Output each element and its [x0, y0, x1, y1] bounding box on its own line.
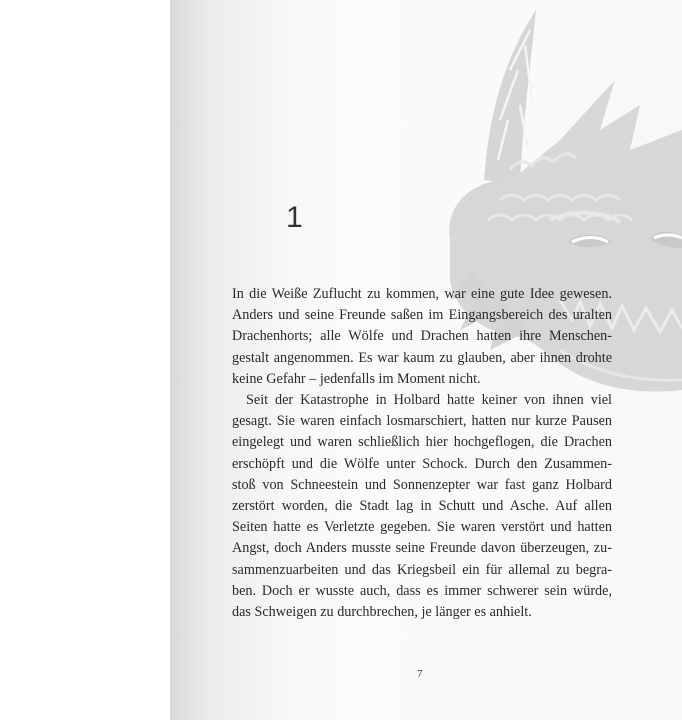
page-number: 7 — [417, 668, 423, 680]
text-line: gestalt angenommen. Es war kaum zu glauben, aber ihnen drohte — [232, 349, 612, 366]
text-line: sammenzuarbeiten und das Kriegsbeil ein für allemal zu begra- — [232, 561, 612, 578]
chapter-number: 1 — [286, 201, 303, 234]
paragraph-2 — [232, 390, 612, 623]
text-line: stoß von Schneestein und Sonnenzepter war fast ganz Holbard — [232, 476, 612, 493]
text-line: Seit der Katastrophe in Holbard hatte keiner von ihnen viel — [246, 392, 612, 409]
text-line: ben. Doch er wusste auch, dass es immer schwerer sein würde, — [232, 582, 612, 599]
chapter-body-text — [232, 284, 612, 623]
text-line: erschöpft und die Wölfe unter Schock. Durch den Zusammen- — [232, 455, 612, 472]
text-line: Drachenhorts; alle Wölfe und Drachen hatten ihre Menschen- — [232, 328, 612, 345]
text-line: Anders und seine Freunde saßen im Eingangsbereich des uralten — [232, 307, 612, 324]
text-line: Angst, doch Anders musste seine Freunde davon überzeugen, zu- — [232, 540, 612, 557]
text-line: Seiten hatte es Verletzte gegeben. Sie waren verstört und hatten — [232, 519, 612, 536]
text-line: eingelegt und waren schließlich hier hochgeflogen, die Drachen — [232, 434, 612, 451]
text-line: keine Gefahr – jedenfalls im Moment nicht. — [232, 370, 481, 387]
text-line: In die Weiße Zuflucht zu kommen, war eine gute Idee gewesen. — [232, 286, 612, 302]
text-line: gesagt. Sie waren einfach losmarschiert, hatten nur kurze Pausen — [232, 413, 612, 430]
text-line: zerstört worden, die Stadt lag in Schutt und Asche. Auf allen — [232, 498, 612, 515]
paragraph-1 — [232, 284, 612, 390]
text-line: das Schweigen zu durchbrechen, je länger es anhielt. — [232, 604, 532, 621]
left-blank-area — [0, 0, 170, 720]
